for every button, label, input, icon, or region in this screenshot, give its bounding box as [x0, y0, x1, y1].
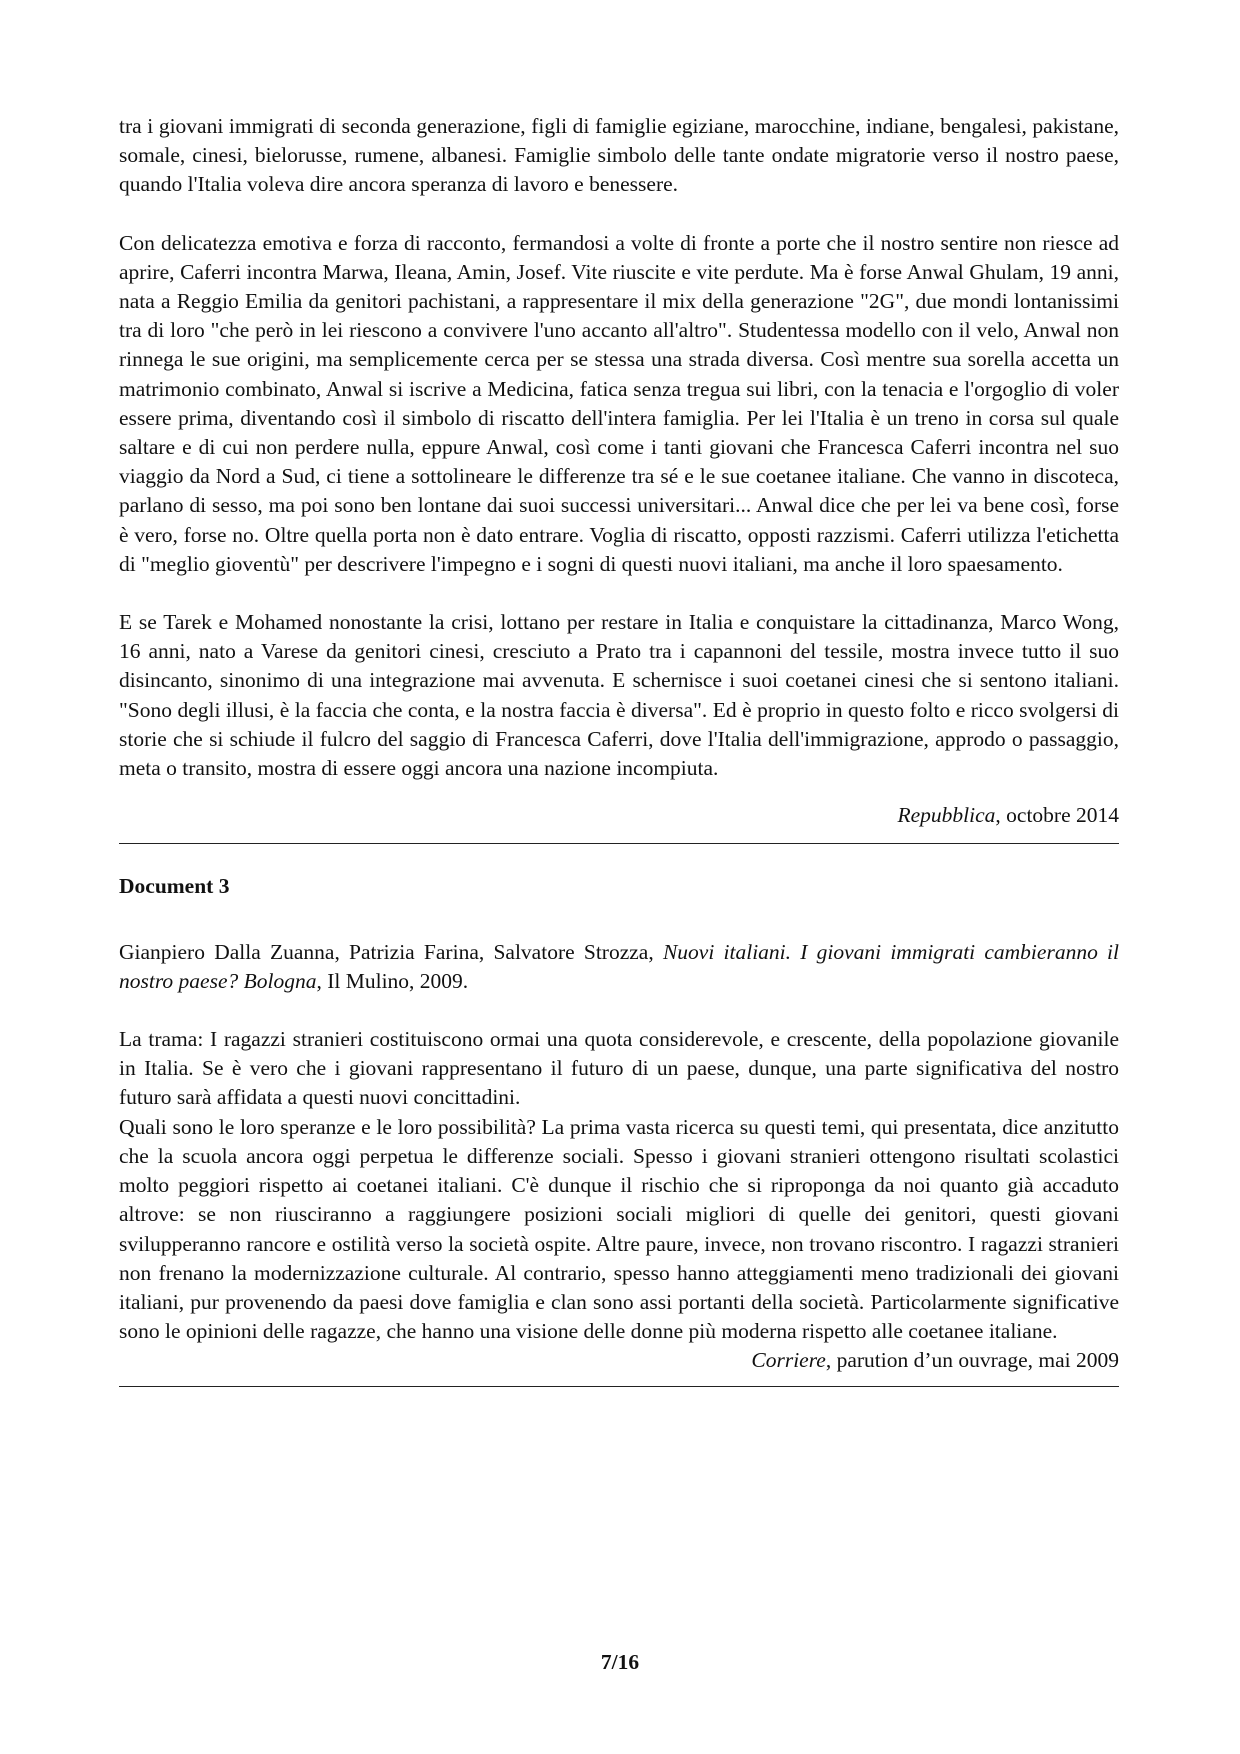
- page-number: 7/16: [600, 1650, 640, 1674]
- doc2-source-date: , octobre 2014: [995, 803, 1119, 828]
- section-divider-bottom: [119, 1386, 1119, 1387]
- page-content: [119, 112, 1119, 1387]
- doc3-source-date: , parution d’un ouvrage, mai 2009: [825, 1348, 1119, 1373]
- doc3-paragraph-2: Quali sono le loro speranze e le loro possibilità? La prima vasta ricerca su questi temi, qui presentata, dice anzitutto che la scuola ancora oggi perpetua le differenze sociali. Spesso i giovani stranieri ottengono risultati scolastici molto peggiori rispetto ai coetanei italiani. C'è dunque il rischio che si riproponga da noi quanto già accaduto altrove: se non riusciranno a raggiungere posizioni sociali migliori di quelle dei genitori, questi giovani svilupperanno rancore e ostilità verso la società ospite. Altre paure, invece, non trovano riscontro. I ragazzi stranieri non frenano la modernizzazione culturale. Al contrario, spesso hanno atteggiamenti meno tradizionali dei giovani italiani, pur provenendo da paesi dove famiglia e clan sono assi portanti della società. Particolarmente significative sono le opinioni delle ragazze, che hanno una visione delle donne più moderna rispetto alle coetanee italiane.: [119, 1114, 1119, 1344]
- doc3-paragraph-1: La trama: I ragazzi stranieri costituiscono ormai una quota considerevole, e crescente, della popolazione giovanile in Italia. Se è vero che i giovani rappresentano il futuro di un paese, dunque, una parte significativa del nostro futuro sarà affidata a questi nuovi concittadini.: [119, 1027, 1119, 1110]
- doc3-citation-publisher: , Il Mulino, 2009.: [316, 968, 469, 993]
- document-3-title: Document 3: [119, 874, 230, 899]
- doc3-citation-title: Nuovi italiani. I giovani immigrati cambieranno il nostro paese? Bologna: [119, 939, 1119, 993]
- section-divider: [119, 843, 1119, 844]
- doc2-source: [119, 801, 1119, 830]
- doc2-source-name: Repubblica: [897, 803, 996, 828]
- doc3-citation: [119, 938, 1119, 996]
- doc3-citation-authors: Gianpiero Dalla Zuanna, Patrizia Farina, Salvatore Strozza,: [119, 939, 663, 964]
- doc3-source: [119, 1346, 1119, 1375]
- doc2-paragraph-2: Con delicatezza emotiva e forza di racconto, fermandosi a volte di fronte a porte che il nostro sentire non riesce ad aprire, Caferri incontra Marwa, Ileana, Amin, Josef. Vite riuscite e vite perdute. Ma è forse Anwal Ghulam, 19 anni, nata a Reggio Emilia da genitori pachistani, a rappresentare il mix della generazione "2G", due mondi lontanissimi tra di loro "che però in lei riescono a convivere l'uno accanto all'altro". Studentessa modello con il velo, Anwal non rinnega le sue origini, ma semplicemente cerca per se stessa una strada diversa. Così mentre sua sorella accetta un matrimonio combinato, Anwal si iscrive a Medicina, fatica senza tregua sui libri, con la tenacia e l'orgoglio di voler essere prima, diventando così il simbolo di riscatto dell'intera famiglia. Per lei l'Italia è un treno in corsa sul quale saltare e di cui non perdere nulla, eppure Anwal, così come i tanti giovani che Francesca Caferri incontra nel suo viaggio da Nord a Sud, ci tiene a sottolineare le differenze tra sé e le sue coetanee italiane. Che vanno in discoteca, parlano di sesso, ma poi sono ben lontane dai suoi successi universitari... Anwal dice che per lei va bene così, forse è vero, forse no. Oltre quella porta non è dato entrare. Voglia di riscatto, opposti razzismi. Caferri utilizza l'etichetta di "meglio gioventù" per descrivere l'impegno e i sogni di questi nuovi italiani, ma anche il loro spaesamento.: [119, 230, 1119, 576]
- doc3-source-name: Corriere: [751, 1348, 826, 1373]
- doc2-paragraph-1: tra i giovani immigrati di seconda generazione, figli di famiglie egiziane, marocchine, indiane, bengalesi, pakistane, somale, cinesi, bielorusse, rumene, albanesi. Famiglie simbolo delle tante ondate migratorie verso il nostro paese, quando l'Italia voleva dire ancora speranza di lavoro e benessere.: [119, 114, 1119, 197]
- doc2-paragraph-3: E se Tarek e Mohamed nonostante la crisi, lottano per restare in Italia e conquistare la cittadinanza, Marco Wong, 16 anni, nato a Varese da genitori cinesi, cresciuto a Prato tra i capannoni del tessile, mostra invece tutto il suo disincanto, sinonimo di una integrazione mai avvenuta. E schernisce i suoi coetanei cinesi che si sentono italiani. "Sono degli illusi, è la faccia che conta, e la nostra faccia è diversa". Ed è proprio in questo folto e ricco svolgersi di storie che si schiude il fulcro del saggio di Francesca Caferri, dove l'Italia dell'immigrazione, approdo o passaggio, meta o transito, mostra di essere oggi ancora una nazione incompiuta.: [119, 610, 1119, 781]
